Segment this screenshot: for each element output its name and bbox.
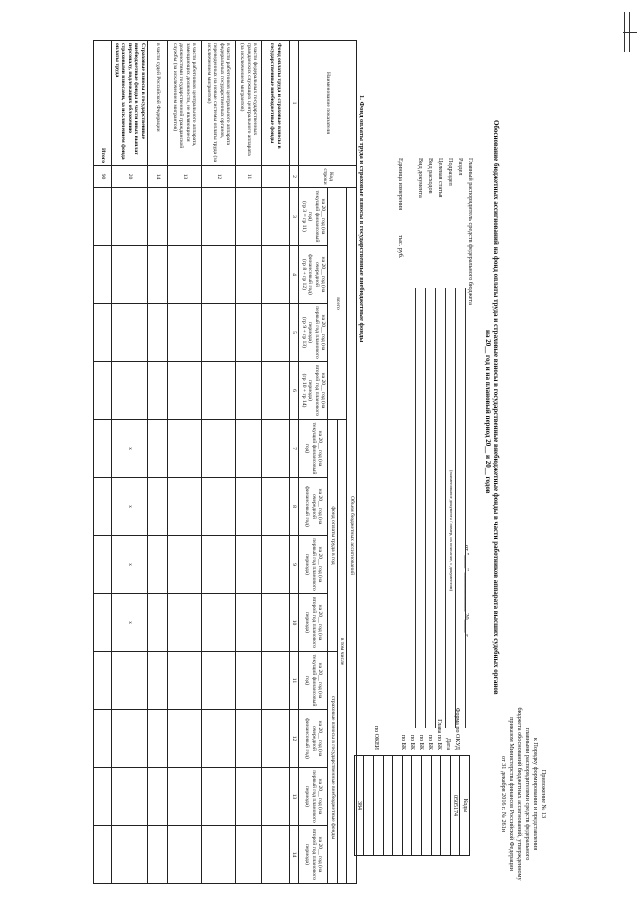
- table-cell: х: [112, 478, 148, 536]
- field-document-type-line: [415, 288, 416, 728]
- scan-corner-mark: [623, 12, 637, 33]
- table-cell: [202, 826, 236, 884]
- field-subsection-line: [445, 288, 446, 728]
- table-cell: [202, 420, 236, 478]
- table-cell: [148, 710, 168, 768]
- table-cell: [112, 710, 148, 768]
- code-value-okud: 0505174: [450, 756, 460, 856]
- table-cell: [236, 246, 262, 304]
- header-row-code: Код строки: [299, 166, 357, 188]
- column-number-row: [290, 41, 300, 884]
- table-cell: [262, 536, 290, 594]
- table-cell: [236, 420, 262, 478]
- code-value-okei: 384: [354, 756, 364, 856]
- table-cell: [236, 768, 262, 826]
- header-period-next: на 20__ год (на очередной финансовый год): [299, 710, 328, 768]
- code-label-bk-3: по БК: [409, 734, 415, 750]
- table-cell: [236, 304, 262, 362]
- row-indicator-name: в части федеральных государственных гражданских служащих центрального аппарата (за исключением мигрантов): [236, 41, 262, 166]
- column-number: 4: [290, 246, 300, 304]
- row-code: [262, 166, 290, 188]
- table-cell: [202, 768, 236, 826]
- header-total: всего: [328, 188, 347, 420]
- header-period-current: на 20__ год (на текущий финансовый год) (гр 3 = гр 11): [299, 188, 328, 246]
- table-cell: [112, 826, 148, 884]
- field-document-type-label: Вид документа: [417, 158, 424, 198]
- header-indicator: Наименование показателя: [299, 41, 357, 166]
- column-number: 2: [290, 166, 300, 188]
- header-period-plan-2: на 20__ год (на второй год планового периода): [299, 826, 328, 884]
- appendix-line-1: Приложение № 13: [540, 769, 547, 819]
- code-label-chapter: Глава по БК: [436, 719, 442, 750]
- row-indicator-name: в части работников центрального аппарата, замещающих должности, не являющиеся должностями государственной гражданской службы (за исключением мигрантов): [168, 41, 202, 166]
- table-cell: [168, 826, 202, 884]
- appendix-line-5: приказом Министерства финансов Российской Федерации: [508, 717, 515, 871]
- table-cell: [94, 536, 112, 594]
- table-cell: [202, 594, 236, 652]
- code-label-date: Дата: [445, 738, 451, 750]
- table-cell: [112, 188, 148, 246]
- section-title: 1. Фонд оплаты труда и страховые взносы в государственные внебюджетные фонды: [358, 95, 365, 343]
- row-code: 20: [112, 166, 148, 188]
- row-code: 12: [202, 166, 236, 188]
- row-code: 11: [236, 166, 262, 188]
- budget-table: [94, 40, 358, 884]
- row-indicator-name: в части судей Российской Федерации: [148, 41, 168, 166]
- table-row: [202, 41, 236, 884]
- column-number: 5: [290, 304, 300, 362]
- code-label-okud: Форма по ОКУД: [454, 707, 460, 750]
- table-cell: [236, 594, 262, 652]
- row-indicator-name: Итого: [94, 41, 112, 166]
- table-cell: [262, 188, 290, 246]
- table-cell: [148, 304, 168, 362]
- code-label-bk-2: по БК: [418, 734, 424, 750]
- code-value-bk-3: [402, 756, 412, 856]
- column-number: 14: [290, 826, 300, 884]
- header-period-plan-1: на 20__ год (на первый год планового периода): [299, 536, 328, 594]
- table-cell: [168, 362, 202, 420]
- code-label-okei: по ОКЕИ: [373, 725, 379, 750]
- table-cell: х: [112, 420, 148, 478]
- table-cell: [202, 710, 236, 768]
- table-cell: [112, 304, 148, 362]
- table-cell: [148, 420, 168, 478]
- document-title: Обоснование бюджетных ассигнований на фонд оплаты труда и страховые взносы в государственные внебюджетные фонды в части работников аппарата высших судебных органов: [492, 120, 500, 695]
- table-row: [236, 41, 262, 884]
- row-indicator-name: Страховые взносы в государственные внебюджетные фонды в части иных выплат персоналу, подлежащих обложению страховыми взносами, за исключением фонда оплаты труда: [112, 41, 148, 166]
- table-cell: [202, 652, 236, 710]
- header-payroll: фонд оплаты труда в год: [328, 420, 338, 652]
- header-period-current: на 20__ год (на текущий финансовый год): [299, 420, 328, 478]
- table-cell: [202, 362, 236, 420]
- table-cell: [168, 594, 202, 652]
- codes-table: [354, 755, 470, 856]
- table-cell: [148, 188, 168, 246]
- table-cell: [168, 536, 202, 594]
- header-period-current: на 20__ год (на текущий финансовый год): [299, 652, 328, 710]
- row-code: 13: [168, 166, 202, 188]
- appendix-line-4: бюджета обоснований бюджетных ассигнований, утвержденному: [516, 707, 523, 881]
- table-cell: [236, 652, 262, 710]
- code-value-bk-2: [412, 756, 422, 856]
- table-cell: [94, 652, 112, 710]
- table-row: [262, 41, 290, 884]
- table-row: [148, 41, 168, 884]
- column-number: 12: [290, 710, 300, 768]
- table-cell: [148, 478, 168, 536]
- table-cell: [94, 420, 112, 478]
- header-period-next: на 20__ год (на очередной финансовый год): [299, 478, 328, 536]
- table-cell: [94, 710, 112, 768]
- code-label-bk-1: по БК: [427, 734, 433, 750]
- table-cell: [262, 478, 290, 536]
- table-cell: [94, 478, 112, 536]
- table-cell: [148, 536, 168, 594]
- header-period-plan-2: на 20__ год (на второй год планового периода): [299, 594, 328, 652]
- column-number: 6: [290, 362, 300, 420]
- codes-header: Коды: [460, 756, 470, 856]
- table-cell: [168, 710, 202, 768]
- table-cell: [148, 652, 168, 710]
- table-cell: [112, 768, 148, 826]
- table-cell: [168, 304, 202, 362]
- table-cell: [94, 594, 112, 652]
- table-cell: [94, 304, 112, 362]
- table-cell: [262, 652, 290, 710]
- column-number: 8: [290, 478, 300, 536]
- table-cell: [262, 768, 290, 826]
- header-period-plan-1: на 20__ год (на первый год планового периода) (гр 9 + гр 13): [299, 304, 328, 362]
- table-cell: [262, 420, 290, 478]
- code-value-empty: [383, 756, 393, 856]
- column-number: 9: [290, 536, 300, 594]
- field-subsection-label: Подраздел: [447, 158, 454, 186]
- column-number: 3: [290, 188, 300, 246]
- header-period-next: на 20__ год (на очередной финансовый год) (гр 8 + гр 12): [299, 246, 328, 304]
- field-chief-manager-label: Главный распорядитель средств федерального бюджета: [467, 158, 474, 305]
- appendix-line-6: от 31 декабря 2016 г. № 261н: [500, 755, 507, 833]
- table-cell: [112, 652, 148, 710]
- table-cell: [148, 826, 168, 884]
- header-insurance: страховые взносы в государственные внебюджетные фонды: [328, 652, 338, 884]
- table-cell: [94, 188, 112, 246]
- table-cell: [236, 536, 262, 594]
- table-cell: [236, 826, 262, 884]
- table-cell: [262, 246, 290, 304]
- table-cell: [168, 188, 202, 246]
- table-cell: [148, 594, 168, 652]
- column-number: 1: [290, 41, 300, 166]
- table-cell: х: [112, 594, 148, 652]
- table-cell: [94, 362, 112, 420]
- row-code: 90: [94, 166, 112, 188]
- table-cell: [202, 478, 236, 536]
- table-cell: [94, 826, 112, 884]
- header-period-plan-1: на 20__ год (на первый год планового периода): [299, 768, 328, 826]
- table-cell: [262, 304, 290, 362]
- table-cell: [236, 362, 262, 420]
- table-cell: [112, 246, 148, 304]
- table-row: [94, 41, 112, 884]
- column-number: 10: [290, 594, 300, 652]
- appendix-line-3: главными распорядителями средств федерального: [524, 727, 531, 861]
- column-number: 13: [290, 768, 300, 826]
- unit-value: тыс. руб.: [397, 235, 404, 259]
- table-cell: [112, 362, 148, 420]
- table-row: [112, 41, 148, 884]
- table-cell: [262, 710, 290, 768]
- table-cell: х: [112, 536, 148, 594]
- appendix-line-2: к Порядку формирования и представления: [532, 737, 539, 851]
- code-value-bk-1: [422, 756, 432, 856]
- table-cell: [202, 304, 236, 362]
- table-row: [168, 41, 202, 884]
- table-cell: [148, 246, 168, 304]
- table-cell: [236, 478, 262, 536]
- table-cell: [262, 826, 290, 884]
- table-cell: [148, 362, 168, 420]
- table-cell: [168, 420, 202, 478]
- field-expense-type-line: [425, 288, 426, 728]
- document-date-hint: (наименование документа / номер, их описание, с документом): [449, 470, 454, 591]
- document-date: от "____" ____________ 20____ г.: [463, 545, 470, 638]
- code-label-bk-4: по БК: [400, 734, 406, 750]
- field-section-line: [455, 288, 456, 728]
- scan-corner-line: [629, 12, 630, 52]
- table-cell: [148, 768, 168, 826]
- table-cell: [168, 478, 202, 536]
- header-including: в том числе: [338, 420, 348, 884]
- row-indicator-name: в части работников центрального аппарата федеральных государственных органов, переведенных на новые системы оплаты труда (за исключением мигрантов): [202, 41, 236, 166]
- field-expense-type-label: Вид расходов: [427, 158, 434, 194]
- field-section-label: Раздел: [457, 158, 464, 176]
- table-cell: [202, 188, 236, 246]
- table-cell: [262, 362, 290, 420]
- table-cell: [94, 768, 112, 826]
- document-period: на 20__ год и на плановый период 20__ и 20__ годов: [484, 330, 492, 494]
- table-cell: [94, 246, 112, 304]
- table-cell: [168, 768, 202, 826]
- field-target-item-label: Целевая статья: [437, 158, 444, 198]
- code-value-empty: [364, 756, 374, 856]
- column-number: 7: [290, 420, 300, 478]
- table-cell: [168, 652, 202, 710]
- table-cell: [236, 188, 262, 246]
- row-indicator-name: Фонд оплаты труда и страховые взносы в государственные внебюджетные фонды: [262, 41, 290, 166]
- field-target-item-line: [435, 288, 436, 728]
- field-chief-manager-line: [465, 288, 466, 728]
- header-volume: Объем бюджетных ассигнований: [347, 188, 357, 884]
- table-cell: [262, 594, 290, 652]
- code-value-chapter: [431, 756, 441, 856]
- code-value-empty: [374, 756, 384, 856]
- unit-label: Единица измерения: [397, 158, 404, 211]
- table-cell: [168, 246, 202, 304]
- row-code: 14: [148, 166, 168, 188]
- code-value-bk-4: [393, 756, 403, 856]
- column-number: 11: [290, 652, 300, 710]
- table-cell: [202, 536, 236, 594]
- code-value-date: [441, 756, 451, 856]
- table-cell: [236, 710, 262, 768]
- table-cell: [202, 246, 236, 304]
- scan-corner-line: [624, 12, 625, 52]
- header-period-plan-2: на 20__ год (на второй год планового периода) (гр 10 + гр 14): [299, 362, 328, 420]
